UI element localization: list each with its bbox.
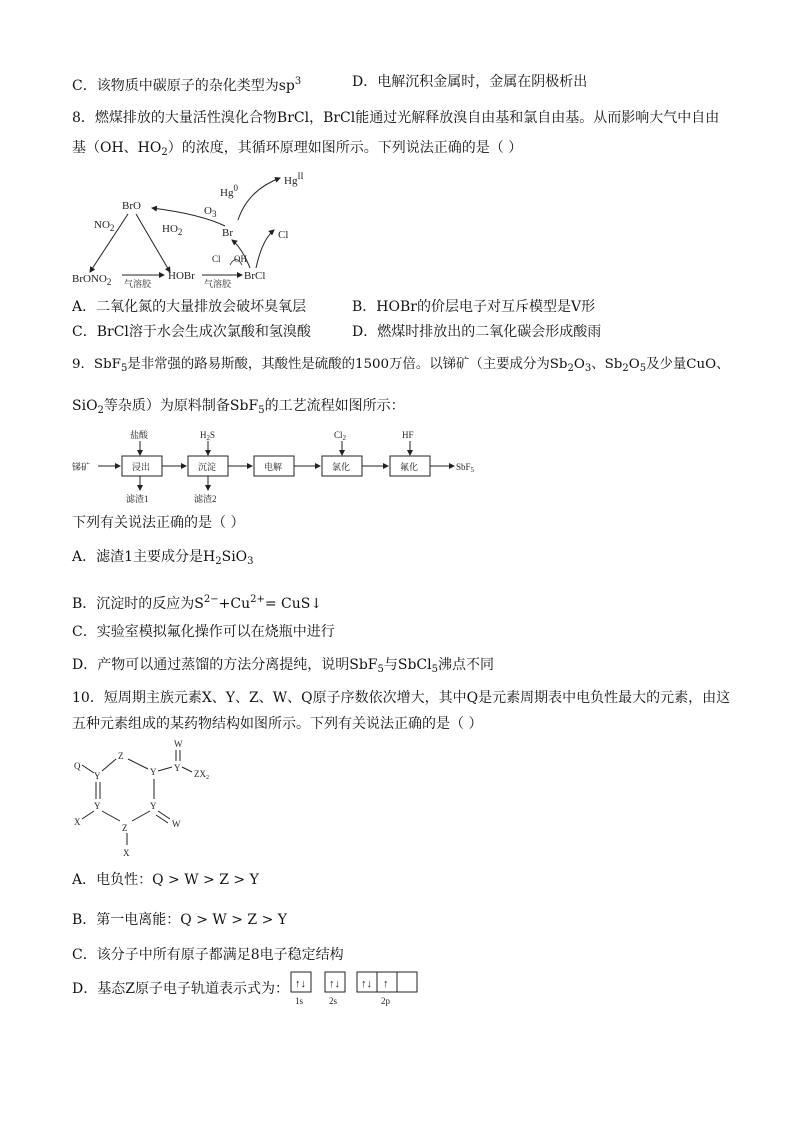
bond-y2-y3 bbox=[158, 767, 172, 771]
oh-label: OH bbox=[234, 254, 247, 264]
z-top-label: Z bbox=[118, 751, 124, 761]
bond-x-y bbox=[82, 811, 94, 819]
orbital-2s-arrows: ↑↓ bbox=[329, 978, 340, 990]
q7-option-c: C．该物质中碳原子的杂化类型为$sp^3$ bbox=[72, 76, 302, 94]
q8-stem-line2: 基（OH、$HO_2$）的浓度，其循环原理如图所示。下列说法正确的是（ ） bbox=[72, 140, 523, 158]
q10-option-a: A．电负性：Q > W > Z > Y bbox=[72, 872, 259, 888]
hobr-label: HOBr bbox=[168, 270, 195, 282]
q8-option-b: B．HOBr的价层电子对互斥模型是V形 bbox=[352, 299, 596, 315]
orbital-2p-arrows-2: ↑ bbox=[383, 978, 389, 990]
o3-label: $O_3$ bbox=[204, 205, 217, 219]
cl2-label: $Cl_2$ bbox=[334, 430, 347, 442]
ore-label: 锑矿 bbox=[72, 462, 91, 472]
q8-option-d: D．燃煤时排放出的二氧化碳会形成酸雨 bbox=[352, 324, 602, 340]
z-bottom-label: Z bbox=[122, 823, 128, 833]
w-right-label: W bbox=[172, 819, 181, 829]
leach-label: 浸出 bbox=[132, 462, 151, 472]
hg2-label: $Hg^{II}$ bbox=[284, 171, 304, 187]
y-right-low-label: Y bbox=[150, 801, 157, 811]
q9-option-a: A．滤渣1主要成分是$H_2SiO_3$ bbox=[72, 549, 254, 567]
q9-option-b: B．沉淀时的反应为$S^{2-}+Cu^{2+}=$ CuS↓ bbox=[72, 594, 323, 612]
bond-q-y bbox=[82, 765, 94, 773]
q9-option-d: D．产物可以通过蒸馏的方法分离提纯，说明SbF$_5$与SbCl$_5$沸点不同 bbox=[72, 657, 494, 675]
no2-label: $NO_2$ bbox=[94, 219, 115, 233]
q8-option-c: C．BrCl溶于水会生成次氯酸和氢溴酸 bbox=[72, 324, 311, 340]
w-top-label: W bbox=[174, 739, 183, 749]
orbital-1s-arrows: ↑↓ bbox=[295, 978, 306, 990]
q10-option-d: D．基态Z原子电子轨道表示式为： bbox=[72, 981, 289, 997]
q9-process-flowchart bbox=[70, 428, 510, 506]
hf-label: HF bbox=[402, 430, 414, 440]
residue2-label: 滤渣2 bbox=[194, 494, 217, 504]
bond-y1-z bbox=[102, 759, 116, 771]
bond-z-y5 bbox=[132, 811, 150, 821]
q8-option-a: A．二氧化氮的大量排放会破坏臭氧层 bbox=[72, 299, 307, 315]
cl-reagent-label: Cl bbox=[212, 254, 221, 264]
zx2-label: $ZX_2$ bbox=[194, 769, 209, 781]
orbital-diagram bbox=[289, 970, 421, 1010]
hg0-label: Hg$^0$ bbox=[220, 183, 238, 199]
residue1-label: 滤渣1 bbox=[126, 494, 149, 504]
bond-y4-z bbox=[102, 811, 120, 821]
q9-stem-line1: 9．SbF$_5$是非常强的路易斯酸，其酸性是硫酸的1500万倍。以锑矿（主要成分为$Sb_2O_3$、$Sb_2O_5$及少量CuO、 bbox=[72, 357, 730, 374]
orbital-2s-label: 2s bbox=[329, 996, 338, 1006]
q10-molecule-structure bbox=[70, 735, 230, 860]
x-bottom-label: X bbox=[123, 848, 130, 858]
bond-z-y2 bbox=[128, 759, 148, 769]
bro-label: BrO bbox=[122, 200, 141, 212]
q8-stem-line1: 8．燃煤排放的大量活性溴化合物BrCl，BrCl能通过光解释放溴自由基和氯自由基。从而影响大气中自由 bbox=[72, 110, 720, 126]
arrow-hg-oxidation bbox=[238, 178, 280, 220]
y3-label: Y bbox=[174, 763, 181, 773]
aerosol-label-2: 气溶胶 bbox=[204, 279, 232, 289]
product-label: SbF$_5$ bbox=[456, 462, 475, 474]
h2s-label: $H_2S$ bbox=[200, 430, 216, 442]
orbital-2p-arrows-1: ↑↓ bbox=[361, 978, 372, 990]
q10-stem-line1: 10．短周期主族元素X、Y、Z、W、Q原子序数依次增大，其中Q是元素周期表中电负性最大的元素，由这 bbox=[72, 690, 731, 706]
bond-y3-zx2 bbox=[182, 767, 192, 772]
q10-option-c: C．该分子中所有原子都满足8电子稳定结构 bbox=[72, 947, 344, 963]
q9-ask: 下列有关说法正确的是（ ） bbox=[72, 515, 245, 531]
q7-option-d: D．电解沉积金属时，金属在阴极析出 bbox=[352, 74, 588, 90]
aerosol-label-1: 气溶胶 bbox=[124, 279, 152, 289]
fluor-label: 氟化 bbox=[400, 462, 419, 472]
orbital-1s-label: 1s bbox=[295, 996, 304, 1006]
y-left-low-label: Y bbox=[94, 801, 101, 811]
y2-label: Y bbox=[150, 767, 157, 777]
x-left-label: X bbox=[74, 817, 81, 827]
q10-stem-line2: 五种元素组成的某药物结构如图所示。下列有关说法正确的是（ ） bbox=[72, 716, 483, 732]
cl-radical-label: Cl bbox=[278, 229, 289, 241]
q9-option-c: C．实验室模拟氟化操作可以在烧瓶中进行 bbox=[72, 624, 335, 640]
br-label: Br bbox=[222, 227, 233, 239]
brcl-label: BrCl bbox=[244, 270, 266, 282]
y1-label: Y bbox=[94, 771, 101, 781]
ho2-label: $HO_2$ bbox=[162, 223, 183, 237]
orbital-2p-box-3 bbox=[397, 972, 417, 992]
orbital-2p-label: 2p bbox=[381, 996, 390, 1006]
precip-label: 沉淀 bbox=[198, 462, 217, 472]
hcl-label: 盐酸 bbox=[130, 430, 149, 440]
arrow-brcl-to-cl bbox=[256, 230, 274, 268]
chlor-label: 氯化 bbox=[332, 462, 351, 472]
brono2-label: BrONO$_2$ bbox=[72, 273, 112, 287]
electro-label: 电解 bbox=[264, 462, 283, 472]
q-label: Q bbox=[74, 761, 81, 771]
q10-option-b: B．第一电离能：Q > W > Z > Y bbox=[72, 912, 288, 928]
q9-stem-line2: SiO$_2$等杂质）为原料制备SbF$_5$的工艺流程如图所示： bbox=[72, 398, 405, 416]
q8-cycle-diagram bbox=[70, 168, 320, 290]
